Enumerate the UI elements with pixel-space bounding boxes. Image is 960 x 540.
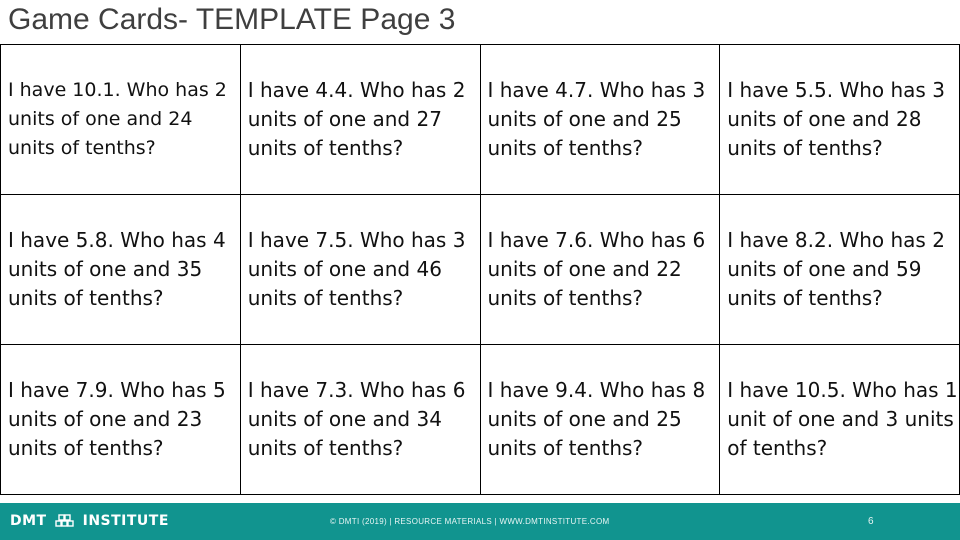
dmti-logo [10,512,169,530]
card-row [1,345,960,495]
game-card: I have 5.8. Who has 4 units of one and 35 units of tenths? [1,195,241,345]
game-card: I have 4.4. Who has 2 units of one and 27 units of tenths? [240,45,480,195]
logo-text-institute: INSTITUTE [82,513,169,529]
game-card: I have 8.2. Who has 2 units of one and 59 units of tenths? [720,195,960,345]
game-card: I have 7.5. Who has 3 units of one and 46 units of tenths? [240,195,480,345]
game-card: I have 10.5. Who has 1 unit of one and 3 units of tenths? [720,345,960,495]
card-row [1,45,960,195]
blocks-icon [55,513,75,529]
game-card: I have 7.6. Who has 6 units of one and 22 units of tenths? [480,195,720,345]
game-card: I have 10.1. Who has 2 units of one and 24 units of tenths? [1,45,241,195]
footer-bar [0,503,960,540]
game-card: I have 7.3. Who has 6 units of one and 34 units of tenths? [240,345,480,495]
game-card: I have 7.9. Who has 5 units of one and 23 units of tenths? [1,345,241,495]
page-title: Game Cards- TEMPLATE Page 3 [8,3,456,36]
copyright-text: © DMTI (2019) | RESOURCE MATERIALS | WWW.DMTINSTITUTE.COM [330,517,610,526]
game-card: I have 9.4. Who has 8 units of one and 25 units of tenths? [480,345,720,495]
card-row [1,195,960,345]
logo-text-dmt: DMT [10,513,47,529]
game-card: I have 4.7. Who has 3 units of one and 25 units of tenths? [480,45,720,195]
game-card: I have 5.5. Who has 3 units of one and 28 units of tenths? [720,45,960,195]
page-number: 6 [868,516,874,527]
game-cards-grid [0,44,960,495]
